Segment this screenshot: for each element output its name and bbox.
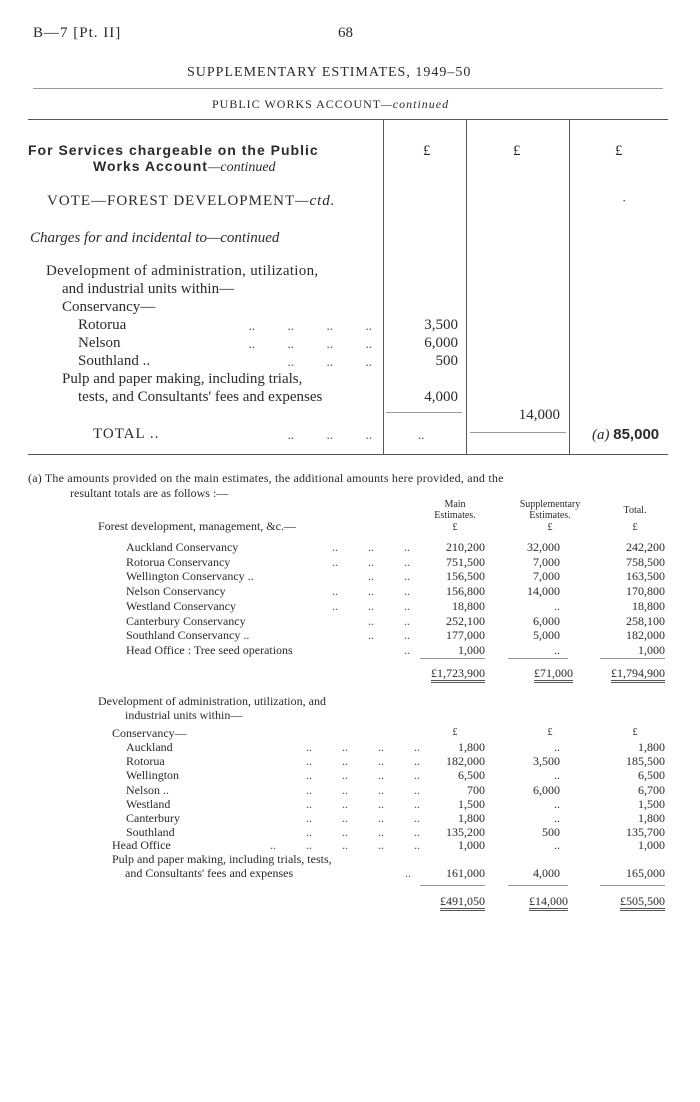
s2-rule-supp: [508, 885, 568, 886]
column-rule-1: [383, 119, 384, 454]
section2-row-dots: .. .. .. ..: [306, 740, 420, 754]
row-rotorua-dots: .. .. .. ..: [248, 318, 372, 333]
head-office-total: 1,000: [638, 838, 665, 852]
footnote-line1: (a) The amounts provided on the main estimates, the additional amounts here provided, and the: [28, 471, 504, 485]
section1-row-label: Canterbury Conservancy: [126, 613, 246, 628]
dev-heading-line2: and industrial units within—: [62, 281, 235, 297]
row-nelson-label: Nelson: [78, 335, 121, 351]
section2-total-total: £505,500: [590, 894, 665, 909]
section2-row-supp: 500: [542, 825, 560, 840]
section2-line1: Development of administration, utilization, and: [98, 694, 326, 708]
section2-row-total: 135,700: [626, 825, 665, 840]
s2-currency-main: £: [452, 727, 458, 738]
dev-heading-line1: Development of administration, utilization,: [46, 263, 319, 279]
section1-row-main: 1,000: [458, 642, 485, 657]
currency-total: £: [632, 522, 638, 533]
section2-row-label: Westland: [126, 796, 171, 811]
section2-row-label: Nelson ..: [126, 782, 169, 797]
currency-main: £: [452, 522, 458, 533]
s2-rule-main: [420, 885, 485, 886]
pulp2-line1: Pulp and paper making, including trials, tests,: [112, 852, 332, 866]
s1-rule-main: [420, 658, 485, 659]
section1-row-supp: 32,000: [527, 540, 560, 554]
section1-total-total: £1,794,900: [590, 666, 665, 681]
s1-rule-supp: [508, 658, 568, 659]
section1-row-supp: ..: [554, 598, 560, 613]
section1-row-label: Southland Conservancy ..: [126, 628, 250, 643]
section1-row-main: 18,800: [452, 598, 485, 613]
section2-row-total: 1,500: [638, 796, 665, 811]
section1-row-label: Head Office : Tree seed operations: [126, 642, 293, 657]
section2-row-label: Rotorua: [126, 754, 165, 769]
section1-title: Forest development, management, &c.—: [98, 519, 296, 533]
section2-row-total: 1,800: [638, 740, 665, 754]
page-title: SUPPLEMENTARY ESTIMATES, 1949–50: [187, 65, 472, 80]
section1-row-total: 170,800: [626, 584, 665, 599]
section2-row-dots: .. .. .. ..: [306, 796, 420, 811]
section2-line2: industrial units within—: [125, 708, 243, 722]
col-head-main-2: Estimates.: [434, 510, 476, 521]
services-heading-works: Works Account: [93, 158, 208, 174]
charges-heading: Charges for and incidental to—continued: [30, 230, 280, 246]
section2-row-label: Auckland: [126, 740, 173, 754]
col-head-supp-2: Estimates.: [529, 510, 571, 521]
title-rule: [33, 88, 663, 89]
section2-row-dots: .. .. .. ..: [306, 754, 420, 769]
vote-col3-dot: ·: [622, 193, 627, 208]
col2-subtotal-rule: [470, 432, 566, 433]
section1-row-supp: ..: [554, 642, 560, 657]
section2-conservancy: Conservancy—: [112, 726, 187, 740]
section1-row-dots: .. .. ..: [332, 554, 410, 569]
section2-total-main: £491,050: [405, 894, 485, 909]
total-value: 85,000: [613, 426, 660, 443]
row-nelson-amount: 6,000: [424, 335, 458, 351]
services-heading-line2: [93, 158, 276, 176]
section1-total-main: £1,723,900: [405, 666, 485, 681]
row-southland-label: Southland ..: [78, 353, 151, 369]
section1-row-main: 751,500: [446, 554, 485, 569]
section2-row-main: 700: [467, 782, 485, 797]
section2-row-main: 135,200: [446, 825, 485, 840]
section2-row-dots: .. .. .. ..: [306, 782, 420, 797]
pulp-line2: tests, and Consultants' fees and expenses: [78, 389, 323, 405]
section1-row-label: Auckland Conservancy: [126, 540, 239, 554]
section1-row-supp: 14,000: [527, 584, 560, 599]
section1-row-main: 252,100: [446, 613, 485, 628]
section1-row-dots: .. ..: [368, 569, 410, 584]
section1-row-label: Nelson Conservancy: [126, 584, 226, 599]
total-label: TOTAL ..: [93, 426, 160, 442]
supplementary-subtotal: 14,000: [518, 407, 560, 423]
table-top-rule: [28, 119, 668, 120]
pulp2-dots: ..: [405, 866, 411, 880]
section2-row-total: 185,500: [626, 754, 665, 769]
section1-row-label: Rotorua Conservancy: [126, 554, 231, 569]
row-southland-amount: 500: [435, 353, 458, 369]
pulp2-total: 165,000: [626, 866, 665, 880]
currency-col1: £: [423, 143, 431, 159]
row-rotorua-amount: 3,500: [424, 317, 458, 333]
section2-row-label: Southland: [126, 825, 175, 840]
document-reference: B—7 [Pt. II]: [33, 25, 122, 41]
pulp2-line2: and Consultants' fees and expenses: [125, 866, 294, 880]
section1-row-supp: 5,000: [533, 628, 560, 643]
section1-row-total: 258,100: [626, 613, 665, 628]
currency-col3: £: [615, 143, 623, 159]
section1-row-total: 758,500: [626, 554, 665, 569]
section1-row-main: 156,500: [446, 569, 485, 584]
section1-row-total: 1,000: [638, 642, 665, 657]
vote-heading: [47, 193, 336, 210]
grand-total: [592, 426, 659, 444]
pulp2-main: 161,000: [446, 866, 485, 880]
section1-row-dots: ..: [404, 642, 410, 657]
section1-row-supp: 7,000: [533, 554, 560, 569]
section1-row-dots: .. .. ..: [332, 540, 410, 554]
conservancy-heading: Conservancy—: [62, 299, 156, 315]
section1-row-total: 163,500: [626, 569, 665, 584]
pulp-amount: 4,000: [424, 389, 458, 405]
subtitle-continued: —continued: [381, 97, 450, 111]
currency-col2: £: [513, 143, 521, 159]
vote-heading-ctd: —ctd.: [295, 193, 336, 209]
section2-row-main: 1,500: [458, 796, 485, 811]
footnote-line2: resultant totals are as follows :—: [70, 486, 229, 500]
s2-currency-total: £: [632, 727, 638, 738]
section2-row-supp: 6,000: [533, 782, 560, 797]
section1-row-supp: 7,000: [533, 569, 560, 584]
section2-row-supp: ..: [554, 796, 560, 811]
section2-row-total: 6,500: [638, 768, 665, 783]
head-office-supp: ..: [554, 838, 560, 852]
head-office-dots: .. .. .. .. ..: [270, 838, 420, 852]
section1-row-label: Wellington Conservancy ..: [126, 569, 254, 584]
col-head-main-1: Main: [444, 499, 466, 510]
section2-row-supp: 3,500: [533, 754, 560, 769]
total-dots: .. .. ..: [287, 427, 372, 442]
col-head-total: Total.: [623, 505, 647, 516]
head-office-main: 1,000: [458, 838, 485, 852]
section2-row-main: 1,800: [458, 811, 485, 825]
services-heading-line1: For Services chargeable on the Public: [28, 142, 319, 158]
section2-row-label: Canterbury: [126, 811, 180, 825]
page-subtitle: [212, 97, 449, 112]
vote-heading-main: VOTE—FOREST DEVELOPMENT: [47, 193, 296, 209]
section1-row-dots: .. .. ..: [332, 598, 410, 613]
row-rotorua-label: Rotorua: [78, 317, 127, 333]
total-col1: ..: [418, 427, 425, 442]
section2-row-supp: ..: [554, 811, 560, 825]
total-note-marker: (a): [592, 427, 610, 443]
section1-row-dots: .. ..: [368, 613, 410, 628]
s1-rule-total: [600, 658, 665, 659]
section2-row-dots: .. .. .. ..: [306, 825, 420, 840]
page-number: 68: [338, 25, 353, 41]
section2-row-total: 1,800: [638, 811, 665, 825]
section1-total-supp: £71,000: [505, 666, 573, 681]
section2-row-dots: .. .. .. ..: [306, 811, 420, 825]
column-rule-3: [569, 119, 570, 454]
section1-row-main: 177,000: [446, 628, 485, 643]
section1-row-label: Westland Conservancy: [126, 598, 237, 613]
col1-subtotal-rule: [386, 412, 462, 413]
section1-row-total: 182,000: [626, 628, 665, 643]
section2-row-supp: ..: [554, 740, 560, 754]
row-southland-dots: .. .. ..: [287, 354, 372, 369]
section2-row-total: 6,700: [638, 782, 665, 797]
section2-total-supp: £14,000: [505, 894, 568, 909]
section2-row-supp: ..: [554, 768, 560, 783]
section1-row-main: 156,800: [446, 584, 485, 599]
section1-row-dots: .. ..: [368, 628, 410, 643]
column-rule-2: [466, 119, 467, 454]
section2-row-dots: .. .. .. ..: [306, 768, 420, 783]
section2-row-main: 1,800: [458, 740, 485, 754]
section2-row-label: Wellington: [126, 768, 180, 783]
row-nelson-dots: .. .. .. ..: [248, 336, 372, 351]
section1-row-total: 18,800: [632, 598, 665, 613]
col-head-supp-1: Supplementary: [519, 499, 581, 510]
section1-row-main: 210,200: [446, 540, 485, 554]
s2-currency-supp: £: [547, 727, 553, 738]
section1-row-total: 242,200: [626, 540, 665, 554]
s2-rule-total: [600, 885, 665, 886]
pulp2-supp: 4,000: [533, 866, 560, 880]
head-office-label: Head Office: [112, 838, 171, 852]
pulp-line1: Pulp and paper making, including trials,: [62, 371, 303, 387]
section1-row-dots: .. .. ..: [332, 584, 410, 599]
section2-row-main: 182,000: [446, 754, 485, 769]
currency-supp: £: [547, 522, 553, 533]
section2-row-main: 6,500: [458, 768, 485, 783]
services-heading-continued: —continued: [207, 160, 276, 175]
subtitle-main: PUBLIC WORKS ACCOUNT: [212, 97, 382, 111]
section1-row-supp: 6,000: [533, 613, 560, 628]
table-bottom-rule: [28, 454, 668, 455]
